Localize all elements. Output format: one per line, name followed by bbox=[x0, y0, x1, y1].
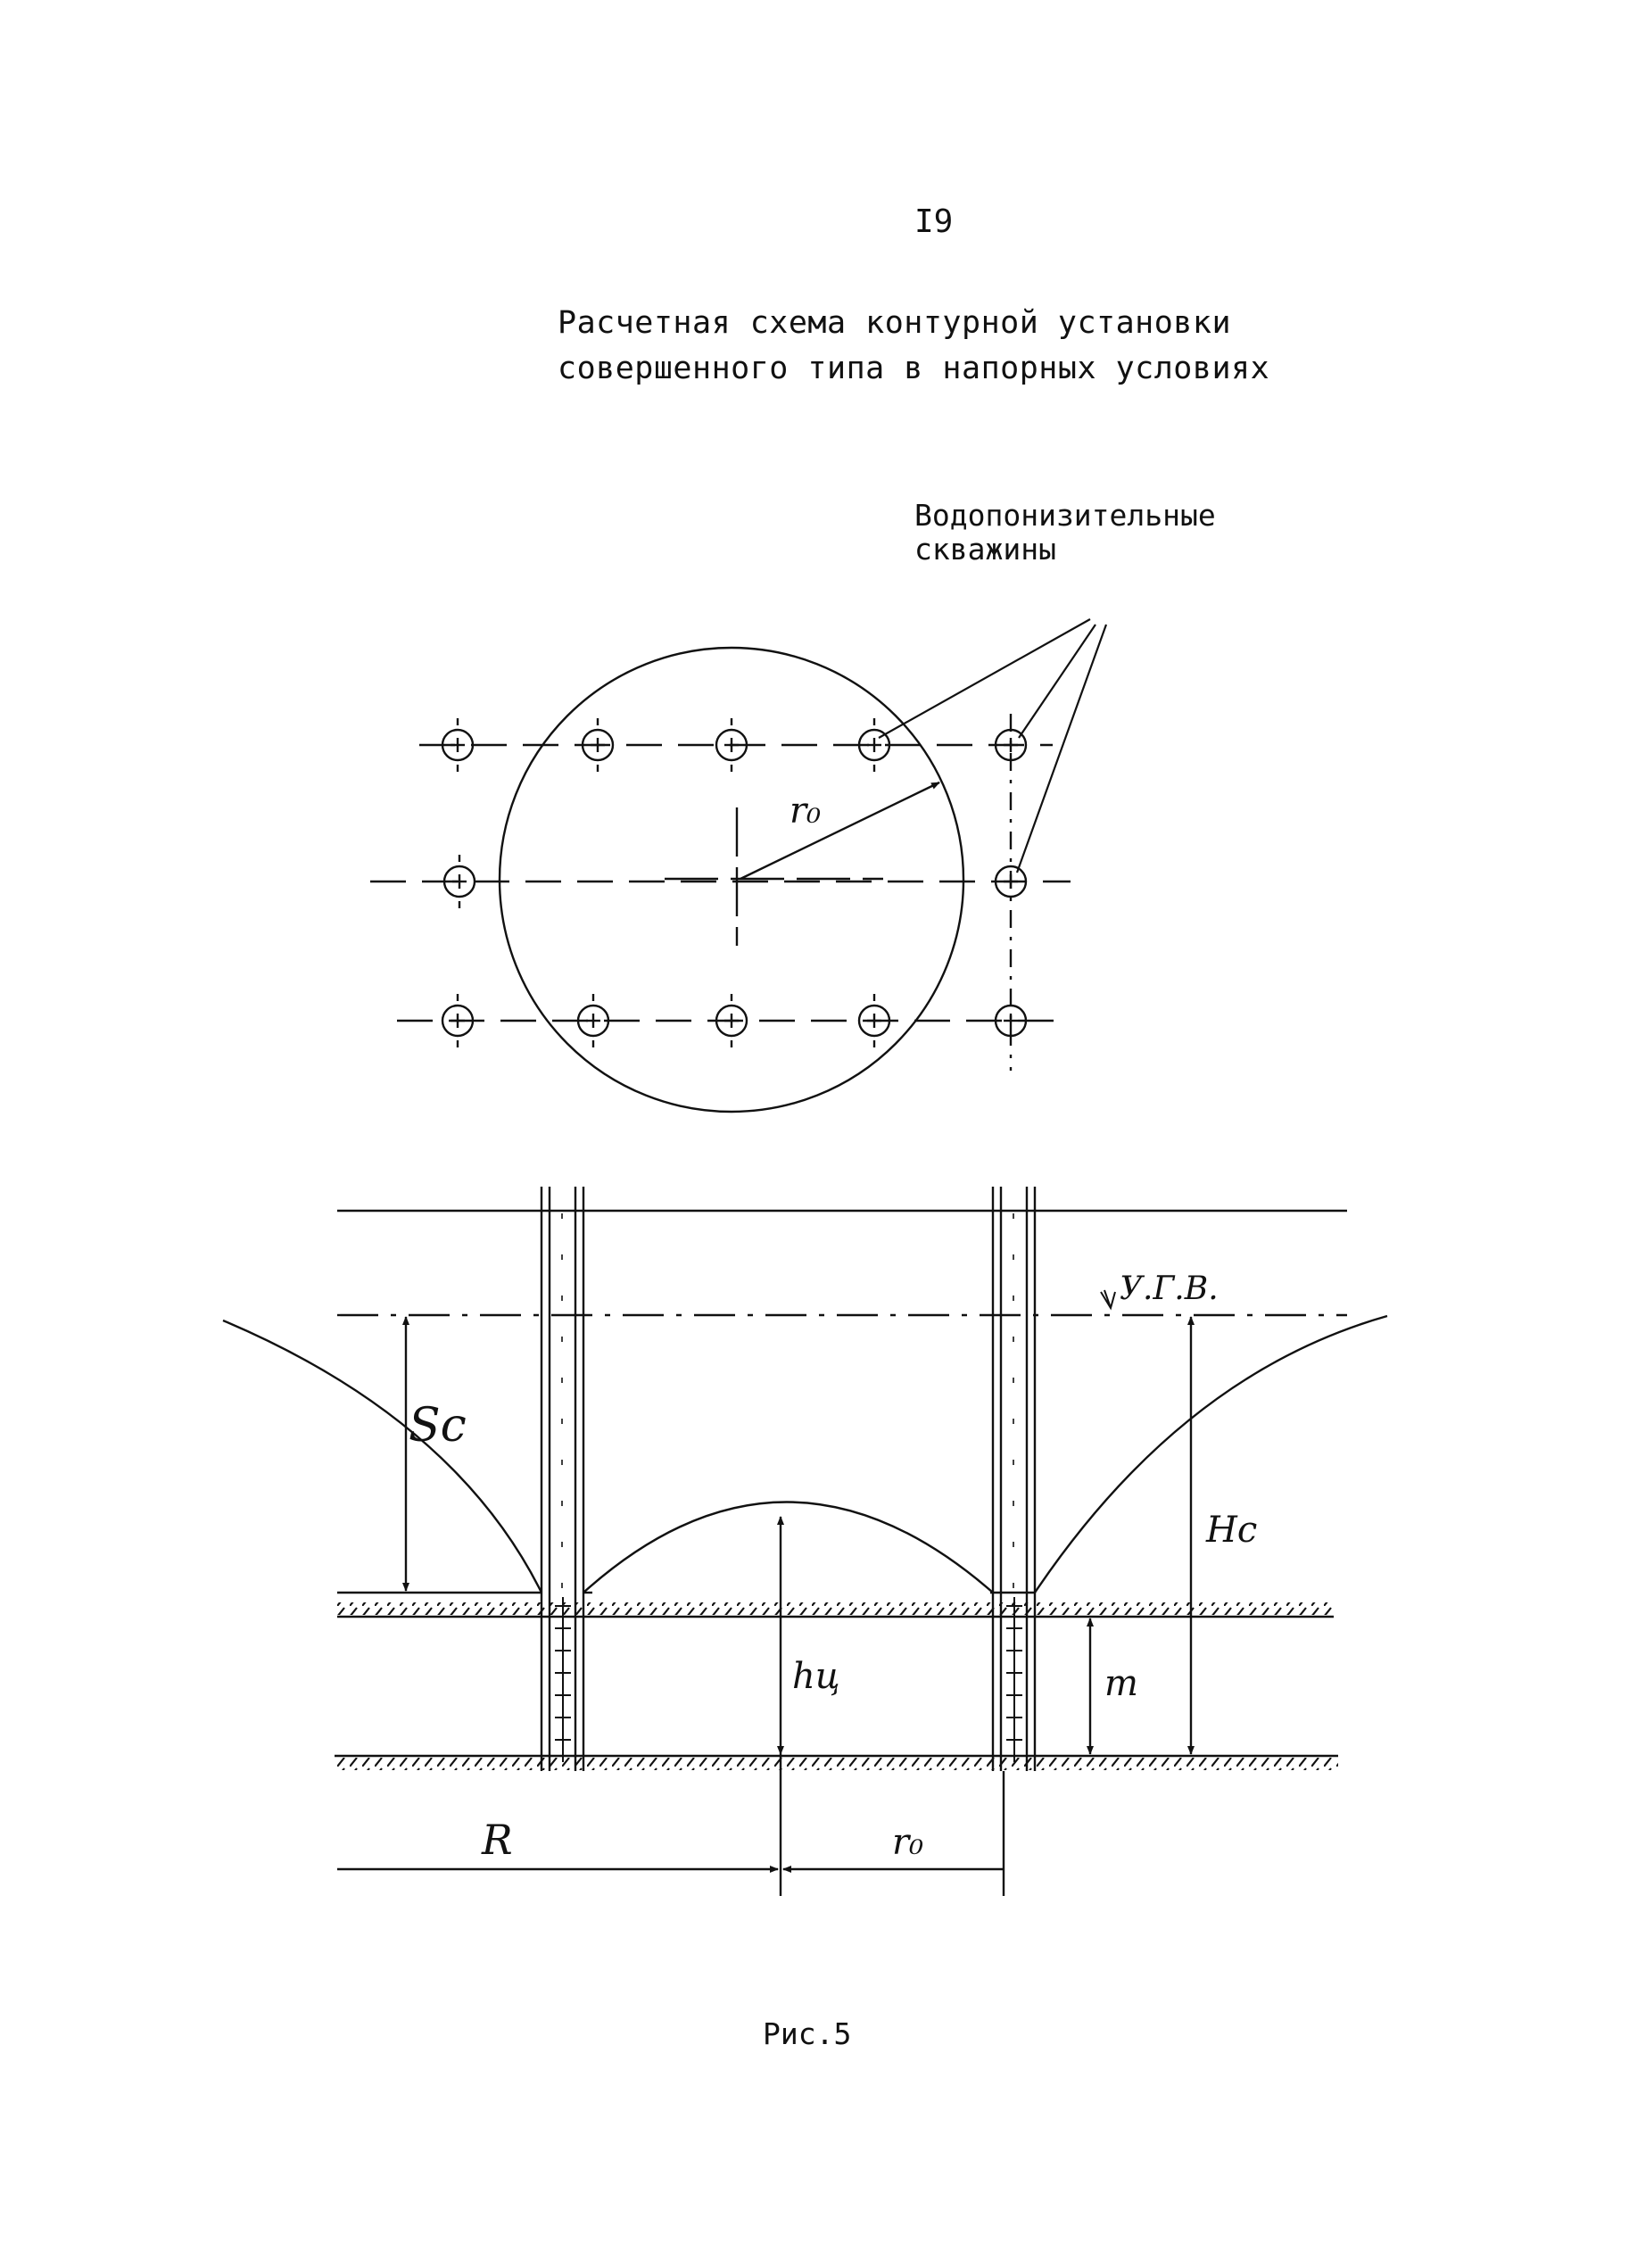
well-screen-left bbox=[555, 1597, 571, 1762]
depression-curve-left bbox=[223, 1320, 542, 1593]
depression-curve-right bbox=[1035, 1316, 1387, 1593]
plan-axes bbox=[370, 714, 1071, 1071]
page-number: I9 bbox=[914, 203, 954, 240]
plan-view bbox=[370, 619, 1106, 1112]
well-screen-right bbox=[1006, 1597, 1022, 1762]
contour-radius-label: r₀ bbox=[892, 1822, 924, 1863]
section-labels bbox=[409, 1271, 1257, 1864]
aquifer-bottom-hatch bbox=[335, 1758, 1338, 1770]
title-line-2: совершенного типа в напорных условиях bbox=[558, 351, 1270, 386]
depression-curve-center bbox=[583, 1502, 993, 1593]
aquifer-roof-hatch bbox=[337, 1602, 1334, 1615]
title-line-1: Расчетная схема контурной установки bbox=[558, 305, 1232, 341]
center-head-label: hц bbox=[792, 1656, 840, 1697]
influence-radius-label: R bbox=[482, 1816, 513, 1864]
radius-arrow bbox=[740, 782, 939, 879]
figure-caption: Рис.5 bbox=[763, 2016, 852, 2051]
layer-thickness-label: m bbox=[1104, 1663, 1138, 1704]
wells-callout-line-2: скважины bbox=[914, 532, 1056, 567]
radius-label: r₀ bbox=[790, 790, 822, 832]
well-markers bbox=[442, 718, 1026, 1047]
drawdown-label: Sc bbox=[409, 1399, 467, 1453]
head-label: Hc bbox=[1206, 1510, 1258, 1551]
wells-callout-line-1: Водопонизительные bbox=[914, 498, 1216, 533]
water-level-label: У.Г.В. bbox=[1120, 1271, 1219, 1307]
